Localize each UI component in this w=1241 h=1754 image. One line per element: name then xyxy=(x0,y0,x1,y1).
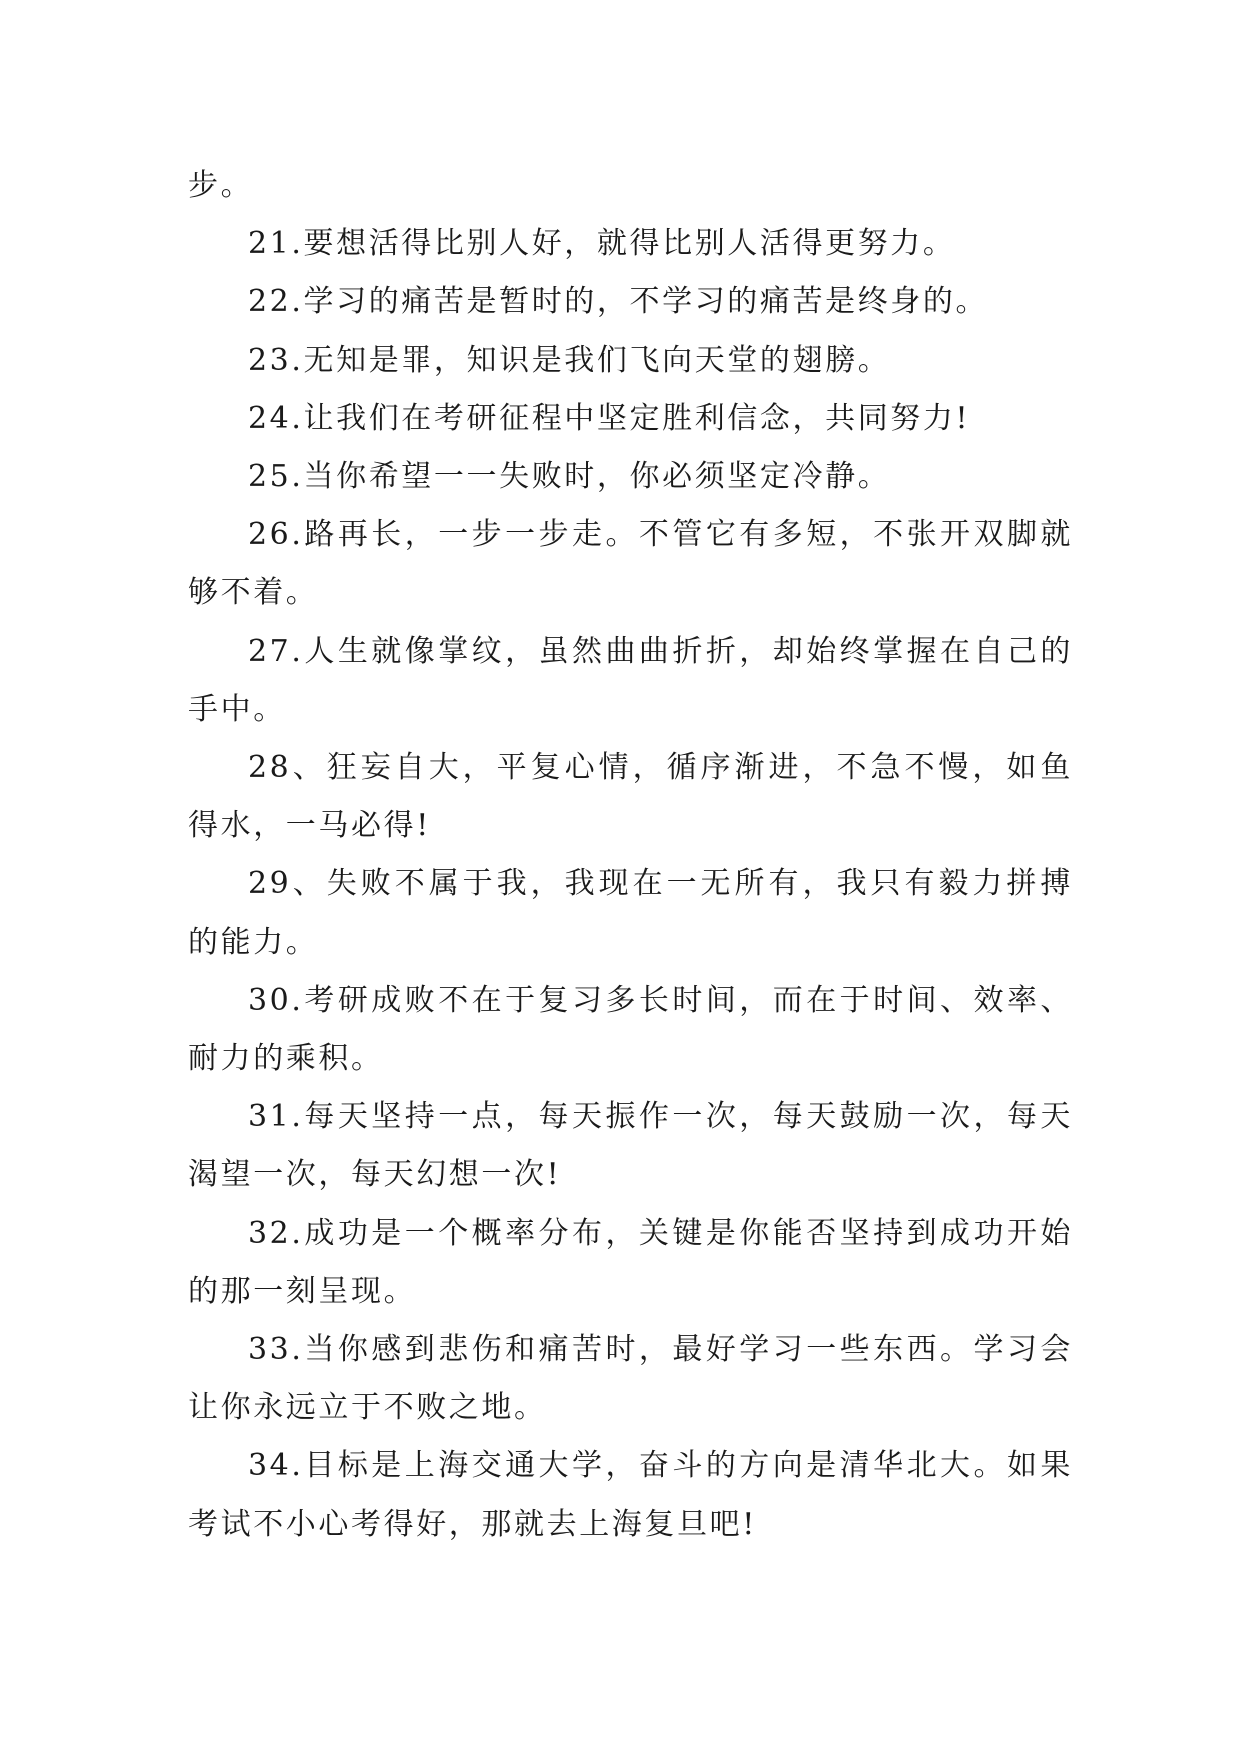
paragraph-continuation: 步。 xyxy=(188,168,254,203)
paragraph-21: 21.要想活得比别人好，就得比别人活得更努力。 xyxy=(248,226,956,262)
paragraph-25: 25.当你希望一一失败时，你必须坚定冷静。 xyxy=(248,459,891,495)
paragraph-22: 22.学习的痛苦是暂时的，不学习的痛苦是终身的。 xyxy=(248,284,989,320)
paragraph-32: 32.成功是一个概率分布，关键是你能否坚持到成功开始的那一刻呈现。 xyxy=(188,1215,1073,1309)
paragraph-27: 27.人生就像掌纹，虽然曲曲折折，却始终掌握在自己的手中。 xyxy=(188,633,1073,727)
paragraph-33: 33.当你感到悲伤和痛苦时，最好学习一些东西。学习会让你永远立于不败之地。 xyxy=(188,1332,1073,1426)
paragraph-34: 34.目标是上海交通大学，奋斗的方向是清华北大。如果考试不小心考得好，那就去上海复旦吧! xyxy=(188,1448,1073,1542)
paragraph-31: 31.每天坚持一点，每天振作一次，每天鼓励一次，每天渴望一次，每天幻想一次! xyxy=(188,1099,1073,1193)
paragraph-26: 26.路再长，一步一步走。不管它有多短，不张开双脚就够不着。 xyxy=(188,517,1073,611)
paragraph-29: 29、失败不属于我，我现在一无所有，我只有毅力拼搏的能力。 xyxy=(188,866,1073,960)
document-body xyxy=(188,157,1073,1554)
paragraph-24: 24.让我们在考研征程中坚定胜利信念，共同努力! xyxy=(248,400,971,436)
paragraph-28: 28、狂妄自大，平复心情，循序渐进，不急不慢，如鱼得水，一马必得! xyxy=(188,750,1073,844)
paragraph-23: 23.无知是罪，知识是我们飞向天堂的翅膀。 xyxy=(248,342,891,378)
paragraph-30: 30.考研成败不在于复习多长时间，而在于时间、效率、耐力的乘积。 xyxy=(188,982,1073,1077)
